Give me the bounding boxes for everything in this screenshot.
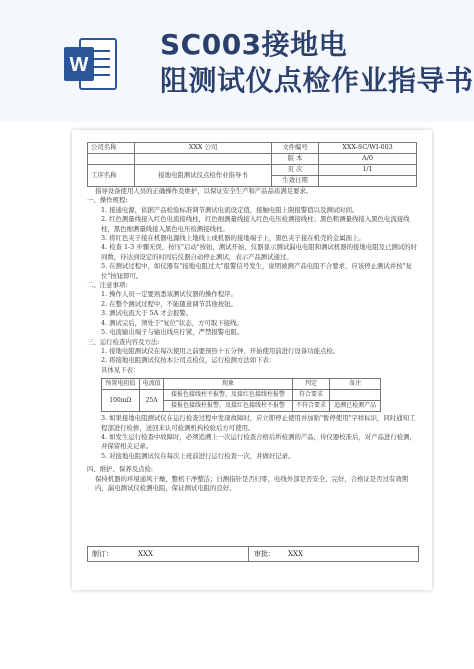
check-table-header: 现象 xyxy=(164,379,292,390)
effective-date-value xyxy=(319,176,417,187)
signature-row xyxy=(87,546,419,562)
effective-date-label: 生效日期 xyxy=(272,176,319,187)
section-2-item: 5. 电流输出端子与输出线应拧紧，严禁报警电阻。 xyxy=(101,328,244,337)
check-table-cell xyxy=(330,390,381,401)
check-table-cell: 25A xyxy=(139,390,164,412)
check-table-cell: 接报色接线柱不报警，及接红色接线柱报警 xyxy=(164,390,292,401)
section-3-subtitle: 具体见下表： xyxy=(101,365,140,374)
section-3-item: 5. 对接地电阻测试仪在每次上班前进行运行检查一次，并做好记录。 xyxy=(101,451,295,460)
page-value: 1/1 xyxy=(319,165,417,176)
section-2-title: 二、注意事项: xyxy=(87,281,128,290)
page-label: 页 次 xyxy=(272,165,319,176)
section-3-item: 4. 如发生运行检查中故障时，必须追溯上一次运行检查合格后所检测的产品，待仪器校准后，对产品进行检测，并保留相关记录。 xyxy=(101,432,416,451)
header-banner xyxy=(0,0,474,122)
check-table-cell: 不符合要求 xyxy=(292,401,330,412)
company-label: 公司名称 xyxy=(88,143,135,154)
title-line-2: 阻测试仪点检作业指导书 xyxy=(160,64,474,97)
section-1-item: 4. 检查 1-3 步骤无误，按压"启动"按钮，测试开始，仪器显示测试漏电电阻和测试机器的接地电阻及已测试的时间数，待达到设定的时间后仪器自动停止测试，表示产品测试通过。 xyxy=(101,243,417,261)
section-2-item: 3. 测试电流大于 5A 才会报警。 xyxy=(101,309,193,318)
check-table-header: 预置电阻值 xyxy=(102,379,140,390)
version-value: A/0 xyxy=(319,154,417,165)
section-2-item: 4. 测试完后，须处于"复位"状态，方可取下接线。 xyxy=(101,318,243,327)
check-table-cell: 100mΩ xyxy=(102,390,140,412)
section-2-item: 2. 在整个测试过程中，不能随意调节其他按钮。 xyxy=(101,299,237,308)
section-4-title: 四、维护、保养及点检: xyxy=(87,465,154,474)
check-table-header: 备注 xyxy=(330,379,381,390)
title-line-1: SC003接地电 xyxy=(160,28,348,61)
check-table-cell: 接报色接线柱报警，及接红色接线柱不报警 xyxy=(164,401,292,412)
company-value: XXX 公司 xyxy=(135,143,272,154)
section-3-item: 3. 如果接地电阻测试仪在运行检查过程中发现故障时，应立即停止使用并加贴"暂停使用"字样标识，同时通知工程部进行检修，送回来认可检测机构校验后方可使用。 xyxy=(101,414,416,432)
check-table-cell: 符合要求 xyxy=(292,390,330,401)
check-table-header: 电流值 xyxy=(139,379,164,390)
file-no-label: 文件编号 xyxy=(272,143,319,154)
section-4-text: 保持机器的环境通风干燥，整机干净整洁；日测指针是否归零，电线外部是否安全、完好，合格证是否过有效期内，漏电测试仪检测电阻，保证测试电阻的良好。 xyxy=(95,474,409,492)
purpose-text: 指导设备使用人员的正确操作及维护，以保证安全生产和产品品质满足要求。 xyxy=(95,187,313,195)
section-3-item: 1. 接地电阻测试仪在每次使用之前要预热十五分钟，开始使用前进行设备功能点检。 xyxy=(101,346,340,355)
section-1-item: 1. 接通电源，依据产品检验标准调节测试电流设定值，接触电阻上限报警值以及测试时间。 xyxy=(101,205,359,214)
approved-value: XXX xyxy=(288,550,303,558)
section-1-item: 5. 在测试过程中，如仪器有"接地电阻过大"报警信号发生，说明被测产品电阻不合要求，应该停止测试并按"复位"按钮即可。 xyxy=(101,262,412,280)
file-no-value: XXX-SC/WI-003 xyxy=(319,143,417,154)
check-table-cell: 追溯已检测产品 xyxy=(330,401,381,412)
section-1-item: 3. 将红色夹子接在机器电源线上地线上或机器的接地端子上，黑色夹子接在机壳的金属面上。 xyxy=(101,234,365,243)
document-title xyxy=(160,27,474,99)
version-label: 版 本 xyxy=(272,154,319,165)
section-1-title: 一、操作规程: xyxy=(87,196,128,205)
svg-text:W: W xyxy=(69,54,89,76)
check-table-header: 判定 xyxy=(292,379,330,390)
section-3-item: 2. 将接地电阻测试仪按本公司点检仪，运行检测方法如下表： xyxy=(101,356,276,365)
document-content xyxy=(87,142,417,493)
approved-label: 审批： xyxy=(254,550,275,558)
check-table xyxy=(101,378,381,412)
process-label: 工序名称 xyxy=(88,165,135,187)
company-label-spacer xyxy=(88,154,135,165)
prepared-label: 制订： xyxy=(92,550,113,558)
process-value: 接地电阻测试仪点检作业指导书 xyxy=(135,165,272,187)
company-value-spacer xyxy=(135,154,272,165)
section-2-item: 1. 操作人员一定要熟悉该测试仪器的操作程序。 xyxy=(101,290,237,299)
section-1-item: 2. 红色测量线接入红色电流接线柱，红色细测量线接入红色电压检测接线柱；黑色粗测量线接入黑色电流接线柱，黑色细测量线接入黑色电压检测接线柱。 xyxy=(101,215,410,233)
header-table xyxy=(87,142,417,187)
section-3-title: 三、运行检查内容及方法: xyxy=(87,337,160,346)
prepared-value: XXX xyxy=(138,550,153,558)
signature-divider xyxy=(248,547,249,561)
word-document-icon xyxy=(62,35,120,93)
